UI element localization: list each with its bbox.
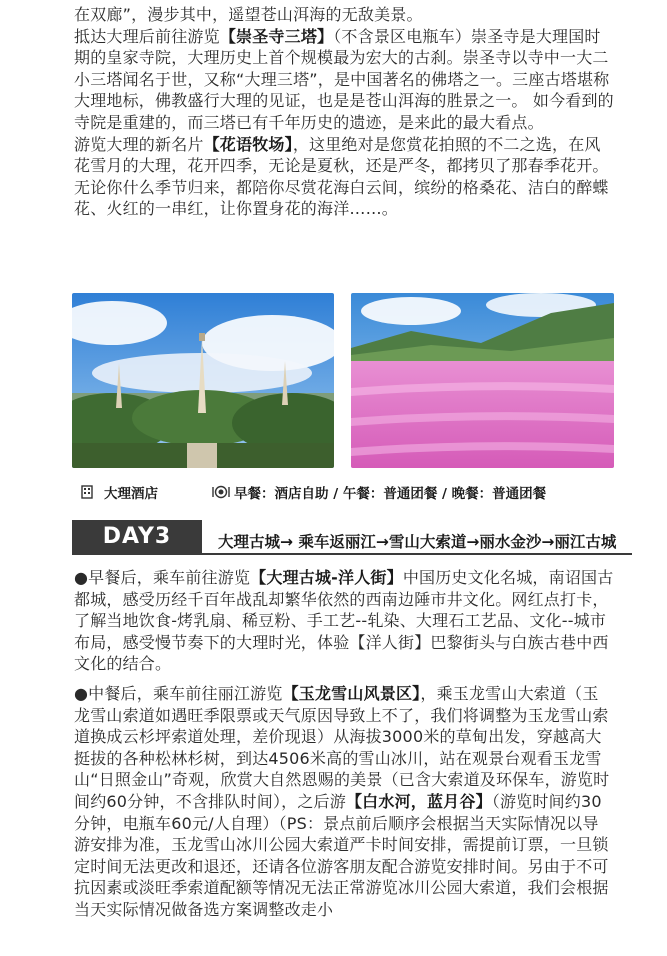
- highlight-chongsheng: 【崇圣寺三塔】: [219, 26, 334, 46]
- intro-text-4: 游览大理的新名片: [74, 134, 204, 154]
- hotel-info: [80, 482, 158, 502]
- day3-divider: [72, 553, 632, 555]
- hotel-icon: [80, 485, 94, 499]
- intro-text-5: ，这里绝对是您赏花拍照的不二之选，在风花雪月的大理，花开四季，无论是夏秋，还是严冬，都拷贝了那春季花开。无论你什么季节归来，都陪你尽赏花海白云间，缤纷的格桑花、洁白的醉蝶花、火红的一串红，让你置身花的海洋……。: [74, 134, 609, 219]
- meal-icon: [212, 485, 230, 499]
- meals-label: 早餐：酒店自助 / 午餐：普通团餐 / 晚餐：普通团餐: [234, 486, 547, 502]
- hotel-label: 大理酒店: [104, 486, 158, 502]
- highlight-huayu: 【花语牧场】: [203, 134, 293, 154]
- day3-p2-text-c: （游览时间约30分钟，电瓶车60元/人自理）（PS：景点前后顺序会根据当天实际情况以导游安排为准，玉龙雪山冰川公园大索道严卡时间安排，需提前订票，一旦锁定时间无法更改和退还，还请各位游客朋友配合游览安排时间。另由于不可抗因素或淡旺季索道配额等情况无法正常游览冰川公园大索道，我们会根据当天实际情况做备选方案调整改走小: [74, 791, 609, 919]
- day3-p2-text-a: ●中餐后，乘车前往丽江游览: [74, 684, 283, 703]
- day3-route: 大理古城→ 乘车返丽江→雪山大索道→丽水金沙→丽江古城: [218, 533, 617, 551]
- meals-info: [212, 482, 546, 502]
- accommodation-meals-row: [72, 478, 632, 504]
- day3-p1-text-a: ●早餐后，乘车前往游览: [74, 568, 251, 587]
- intro-text-3: （不含景区电瓶车）崇圣寺是大理国时期的皇家寺院，大理历史上首个规模最为宏大的古刹。崇圣寺以寺中一大二小三塔闻名于世，又称“大理三塔”，是中国著名的佛塔之一。三座古塔堪称大理地标，佛教盛行大理的见证，也是是苍山洱海的胜景之一。 如今看到的寺院是重建的，而三塔已有千年历史的遗迹，是来此的最大看点。: [74, 26, 614, 132]
- three-pagodas-photo: [72, 293, 334, 468]
- intro-paragraph: [74, 4, 614, 220]
- highlight-yulong-snow-mountain: 【玉龙雪山风景区】: [282, 684, 421, 703]
- day3-p2-text-b: ，乘玉龙雪山大索道（玉龙雪山索道如遇旺季限票或天气原因导致上不了，我们将调整为玉龙雪山索道换成云杉坪索道处理，差价现退）从海拔3000米的草甸出发，穿越高大挺拔的各种松林杉树，到达4506米高的雪山冰川，站在观景台观看玉龙雪山“日照金山”奇观，欣赏大自然恩赐的美景（已含大索道及环保车，游览时间约60分钟，不含排队时间），之后游: [74, 684, 610, 811]
- day3-paragraph-1: [74, 567, 614, 675]
- highlight-dali-old-town: 【大理古城-洋人街】: [250, 568, 403, 587]
- day3-paragraph-2: [74, 683, 614, 921]
- highlight-baishui-lanyue: 【白水河，蓝月谷】: [345, 791, 492, 811]
- intro-text-1: 在双廊”，漫步其中，遥望苍山洱海的无敌美景。: [74, 5, 423, 24]
- intro-text-2: 抵达大理后前往游览: [74, 26, 220, 46]
- day3-p1-text-b: 中国历史文化名城，南诏国古都城，感受历经千百年战乱却繁华依然的西南边陲市井文化。网红点打卡，了解当地饮食-烤乳扇、稀豆粉、手工艺--轧染、大理石工艺品、文化--城市布局，感受慢节奏下的大理时光，体验【洋人街】巴黎街头与白族古巷中西文化的结合。: [74, 568, 614, 674]
- day3-badge: DAY3: [72, 520, 202, 553]
- flower-field-photo: [351, 293, 614, 468]
